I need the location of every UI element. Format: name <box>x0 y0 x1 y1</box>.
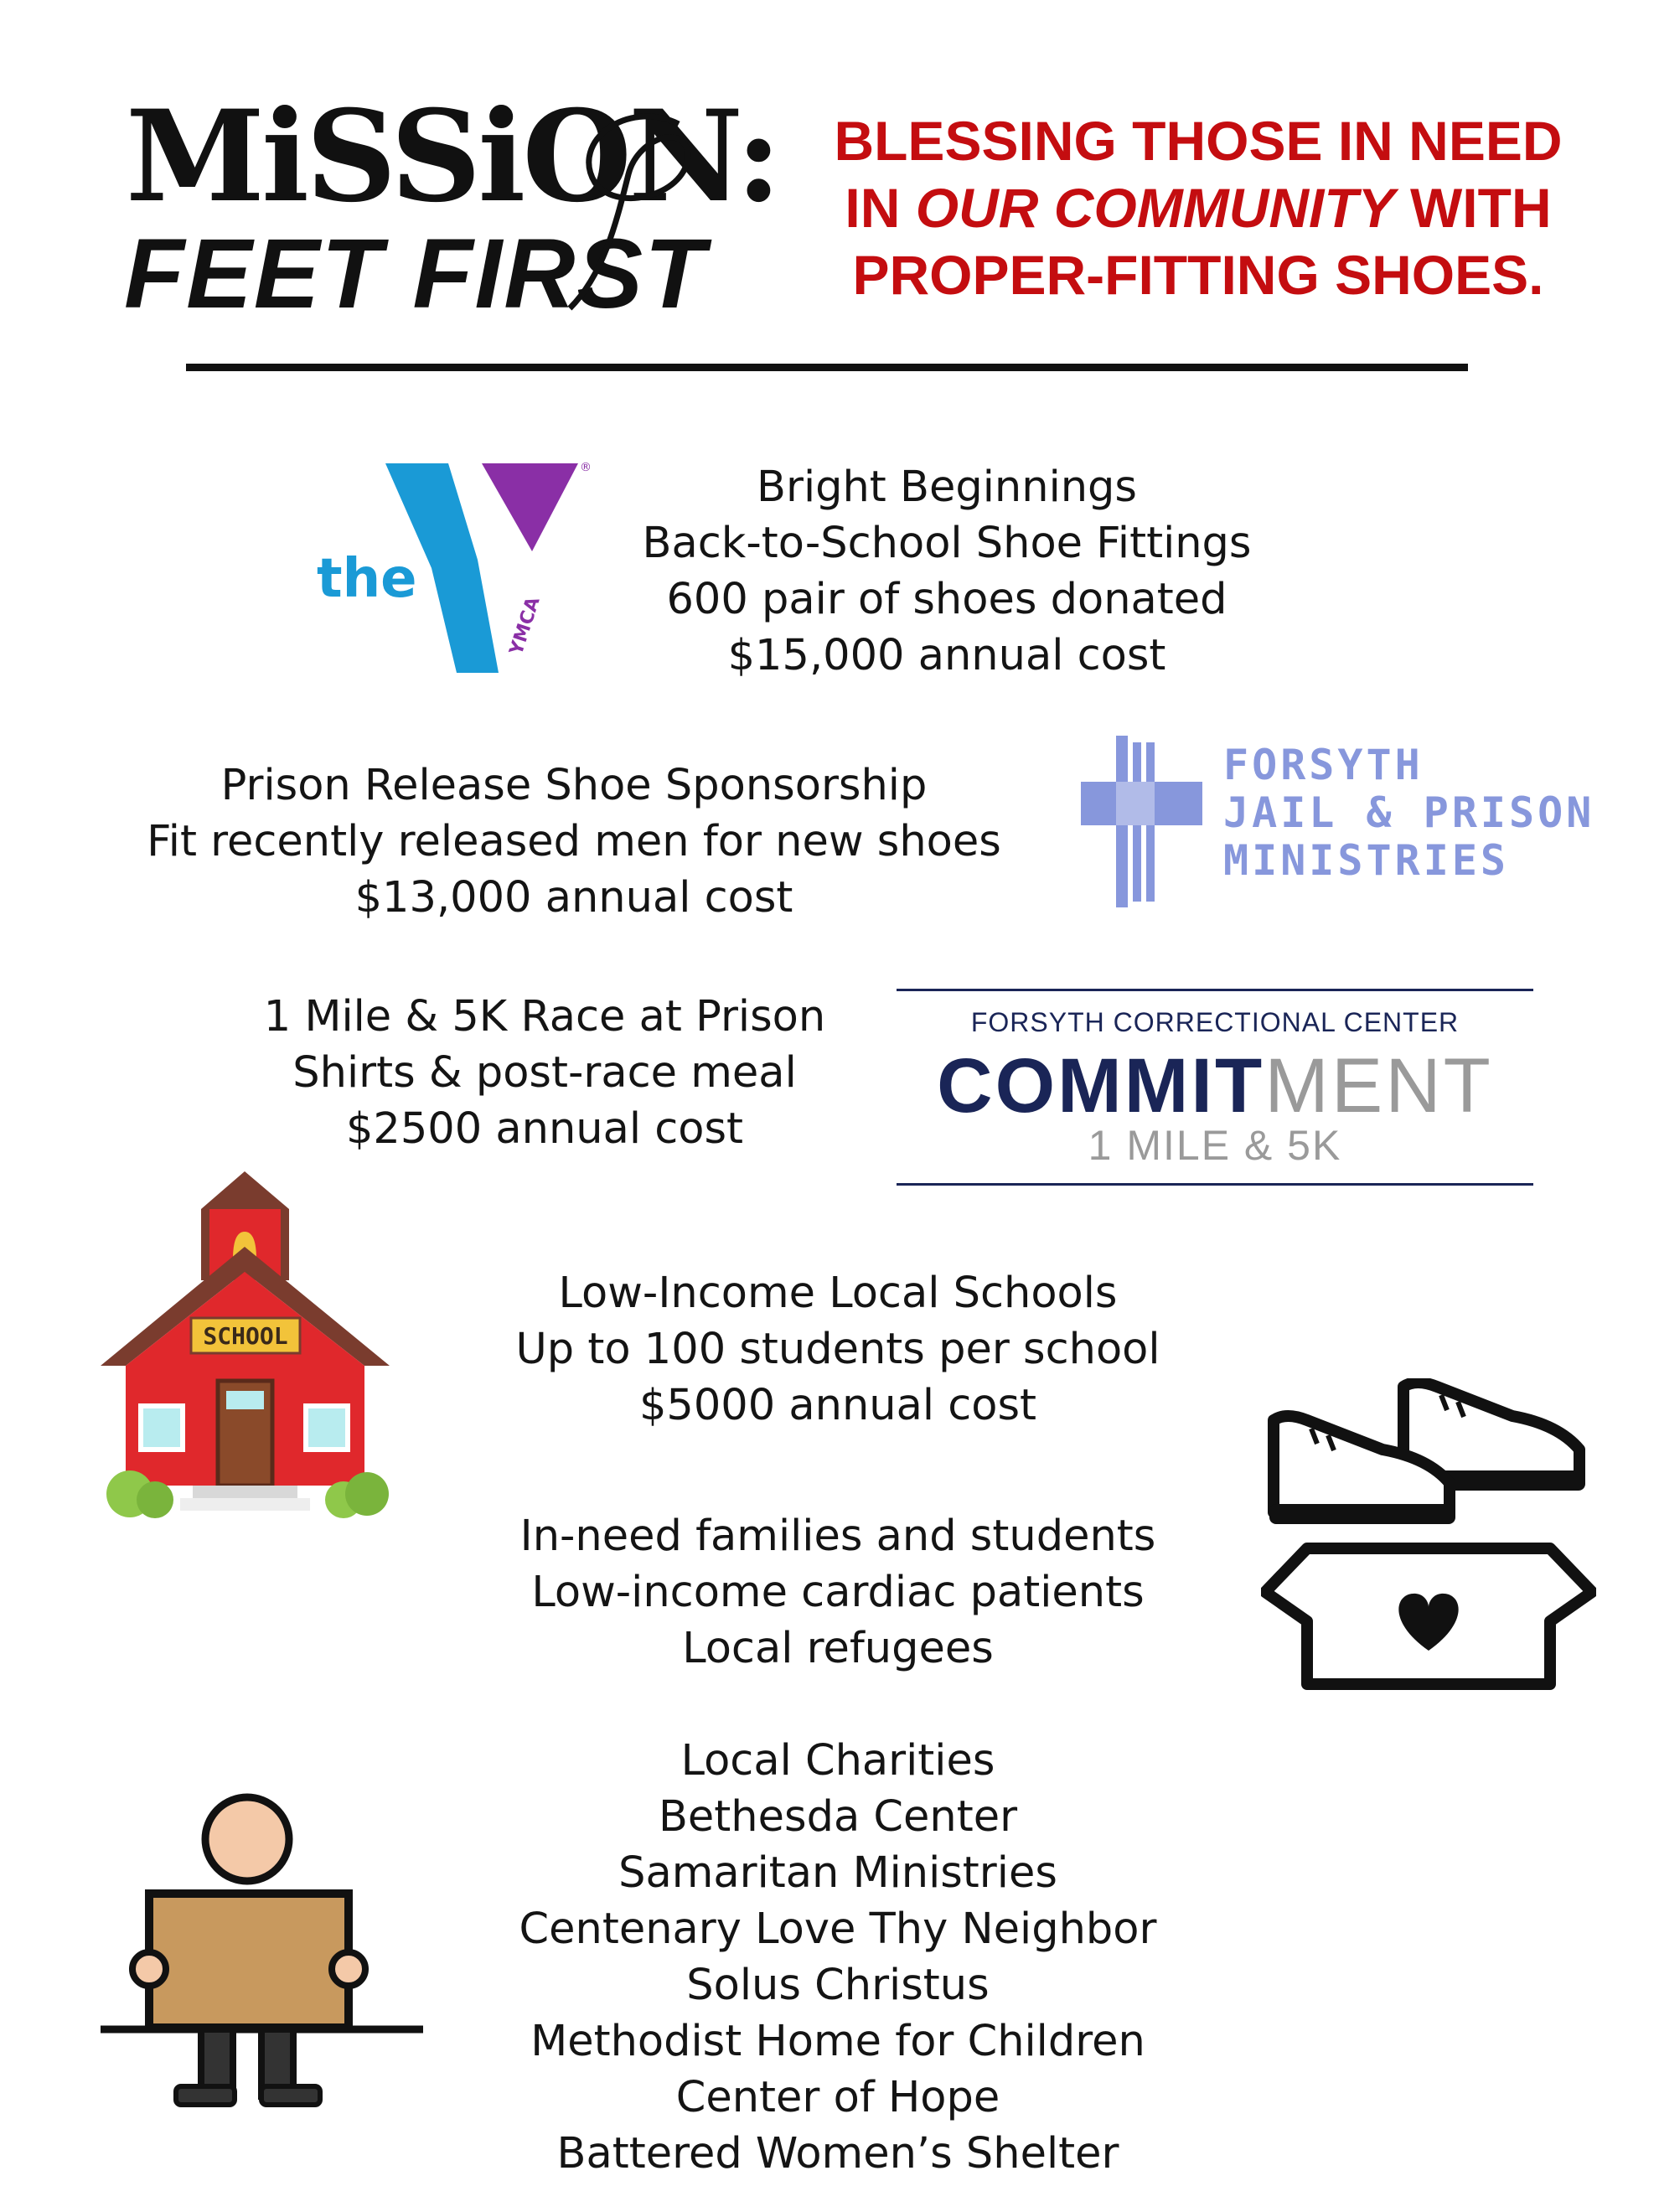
cross-icon <box>1081 736 1207 907</box>
svg-text:SCHOOL: SCHOOL <box>203 1322 288 1350</box>
tagline-line2: IN OUR COMMUNITY WITH <box>845 177 1552 239</box>
prison-release-line2: $13,000 annual cost <box>354 873 793 923</box>
tagline <box>779 107 1617 308</box>
charity-item: Centenary Love Thy Neighbor <box>519 1904 1157 1954</box>
commitment-bottom-rule <box>897 1183 1533 1186</box>
commitment-title: COMMITMENT <box>937 1043 1493 1129</box>
families-line2: Local refugees <box>682 1624 994 1673</box>
bright-beginnings-line3: $15,000 annual cost <box>727 631 1166 680</box>
schools-line2: $5000 annual cost <box>638 1381 1037 1430</box>
commitment-small-text: FORSYTH CORRECTIONAL CENTER <box>970 1007 1460 1037</box>
bright-beginnings-block <box>578 459 1315 684</box>
svg-text:®: ® <box>580 461 592 474</box>
tagline-line3: PROPER-FITTING SHOES. <box>852 244 1544 306</box>
logo-feet-first: FEET FIRST <box>124 219 707 329</box>
ymca-the-text: the <box>317 548 417 610</box>
charities-block <box>469 1733 1207 2182</box>
charities-title: Local Charities <box>680 1736 995 1786</box>
logo-mission: MiSSiON: <box>126 83 779 230</box>
charity-item: Battered Women’s Shelter <box>556 2129 1119 2178</box>
charity-item: Center of Hope <box>675 2073 1000 2122</box>
heart-box-icon <box>1261 1542 1596 1693</box>
race-title: 1 Mile & 5K Race at Prison <box>263 992 826 1041</box>
prison-release-block <box>75 757 1072 926</box>
commitment-top-rule <box>897 989 1533 991</box>
schoolhouse-icon <box>101 1171 390 1519</box>
families-title: In-need families and students <box>519 1512 1156 1561</box>
race-line1: Shirts & post-race meal <box>292 1048 797 1098</box>
charity-item: Methodist Home for Children <box>530 2017 1145 2066</box>
charity-item: Bethesda Center <box>658 1792 1018 1842</box>
svg-text:YMCA: YMCA <box>505 594 545 658</box>
divider-rule <box>186 364 1468 371</box>
schools-line1: Up to 100 students per school <box>515 1325 1160 1374</box>
logo-swirl-icon <box>536 90 737 325</box>
prison-release-title: Prison Release Shoe Sponsorship <box>220 761 928 810</box>
tagline-line1: BLESSING THOSE IN NEED <box>834 110 1563 172</box>
race-line2: $2500 annual cost <box>345 1104 744 1154</box>
bright-beginnings-line1: Back-to-School Shoe Fittings <box>642 519 1252 568</box>
schools-title: Low-Income Local Schools <box>558 1269 1118 1318</box>
forsyth-jail-logo-text: FORSYTH JAIL & PRISON MINISTRIES <box>1223 741 1595 885</box>
schools-block <box>469 1265 1207 1434</box>
prison-release-line1: Fit recently released men for new shoes <box>147 817 1001 866</box>
commitment-subtitle: 1 MILE & 5K <box>1088 1122 1342 1169</box>
person-with-sign-icon <box>101 1785 432 2111</box>
charity-item: Solus Christus <box>686 1961 990 2010</box>
race-block <box>209 989 880 1157</box>
families-block <box>469 1508 1207 1677</box>
bright-beginnings-title: Bright Beginnings <box>756 463 1138 512</box>
bright-beginnings-line2: 600 pair of shoes donated <box>666 575 1227 624</box>
charity-item: Samaritan Ministries <box>618 1848 1057 1898</box>
families-line1: Low-income cardiac patients <box>531 1568 1145 1617</box>
